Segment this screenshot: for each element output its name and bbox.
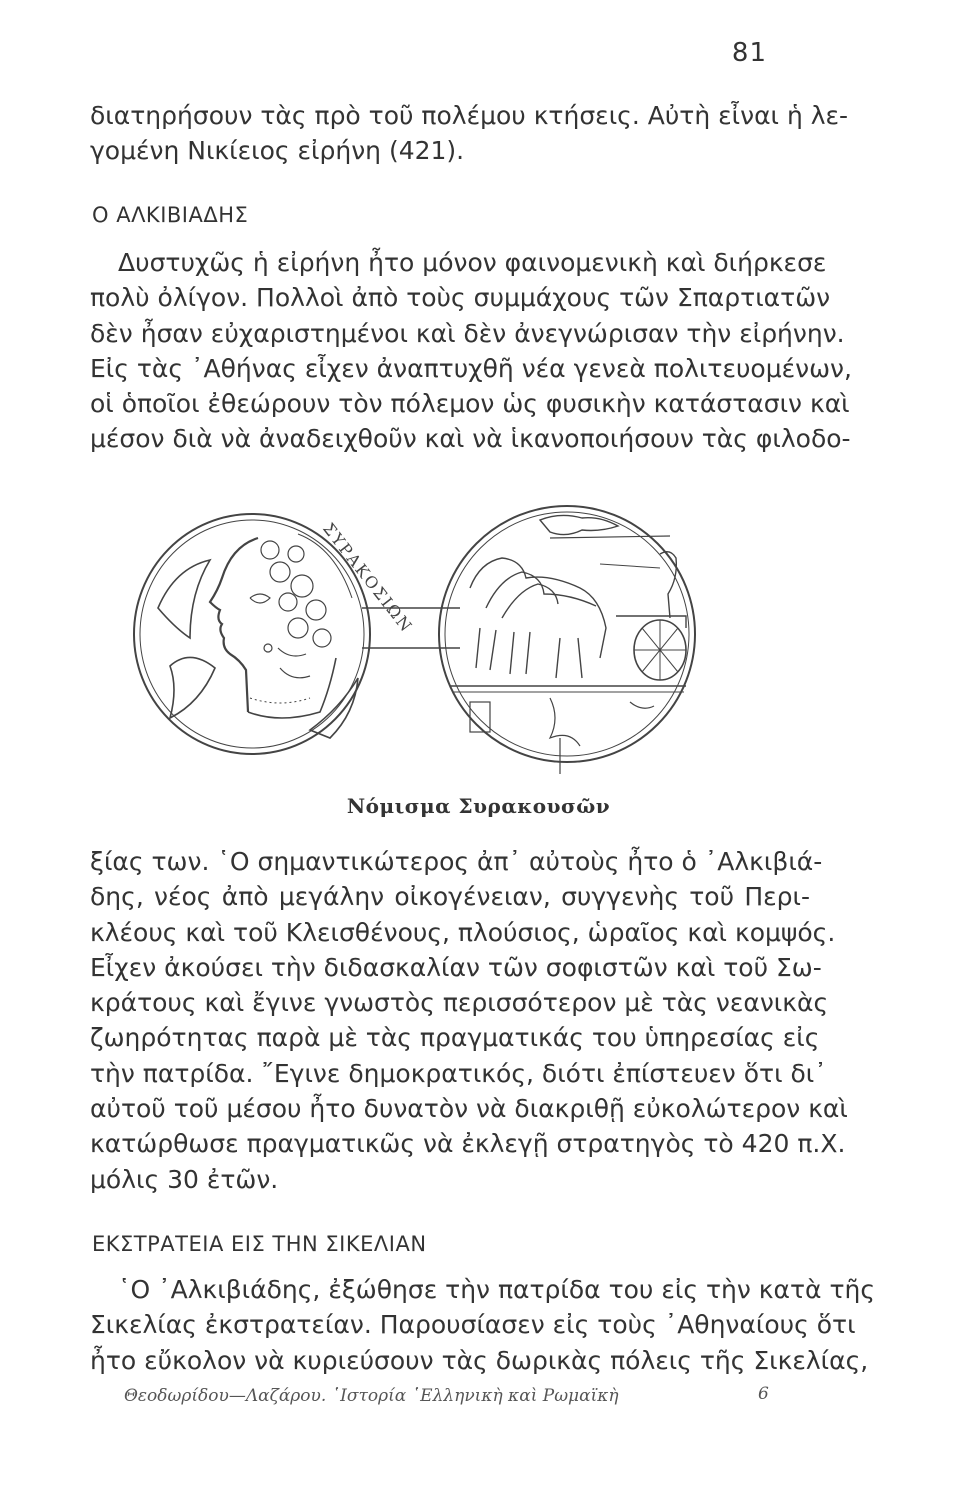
text-line: ζωηρότητας παρὰ μὲ τὰς πραγματικάς του ὑπηρεσίας εἰς — [90, 1023, 820, 1053]
text-line: μέσον διὰ νὰ ἀναδειχθοῦν καὶ νὰ ἱκανοποιήσουν τὰς φιλοδο- — [90, 424, 851, 454]
text-line: γομένη Νικίειος εἰρήνη (421). — [90, 136, 465, 166]
text-line: ῾Ο ᾿Αλκιβιάδης, ἐξώθησε τὴν πατρίδα του εἰς τὴν κατὰ τῆς — [118, 1275, 876, 1304]
paragraph-1 — [90, 98, 849, 169]
text-line: τὴν πατρίδα. ῎Εγινε δημοκρατικός, διότι ἐπίστευεν ὅτι δι᾿ — [90, 1058, 827, 1088]
text-line: κράτους καὶ ἔγινε γνωστὸς περισσότερον μὲ τὰς νεανικὰς — [90, 988, 829, 1018]
paragraph-4 — [90, 1272, 876, 1378]
text-line: διατηρήσουν τὰς πρὸ τοῦ πολέμου κτήσεις. Αὐτὴ εἶναι ἡ λε- — [90, 101, 849, 130]
text-line: ξίας των. ῾Ο σημαντικώτερος ἀπ᾿ αὐτοὺς ἦτο ὁ ᾿Αλκιβιά- — [90, 847, 823, 876]
text-line: κλέους καὶ τοῦ Κλεισθένους, πλούσιος, ὡραῖος καὶ κομψός. — [90, 917, 836, 947]
signature-mark: 6 — [758, 1384, 769, 1404]
section-heading-alkibiades: Ο ΑΛΚΙΒΙΑΔΗΣ — [92, 203, 249, 227]
text-line: ἦτο εὔκολον νὰ κυριεύσουν τὰς δωρικὰς πόλεις τῆς Σικελίας, — [90, 1345, 869, 1375]
section-heading-sicily: ΕΚΣΤΡΑΤΕΙΑ ΕΙΣ ΤΗΝ ΣΙΚΕΛΙΑΝ — [92, 1232, 427, 1256]
text-line: Σικελίας ἐκστρατείαν. Παρουσίασεν εἰς τοὺς ᾿Αθηναίους ὅτι — [90, 1310, 856, 1340]
text-line: οἱ ὁποῖοι ἐθεώρουν τὸν πόλεμον ὡς φυσικὴν κατάστασιν καὶ — [90, 389, 850, 419]
text-line: Εἰς τὰς ᾿Αθήνας εἶχεν ἀναπτυχθῆ νέα γενεὰ πολιτευομένων, — [90, 353, 852, 383]
figure-caption: Νόμισμα Συρακουσῶν — [346, 794, 611, 818]
coin-drawing — [130, 498, 710, 780]
text-line: πολὺ ὀλίγον. Πολλοὶ ἀπὸ τοὺς συμμάχους τῶν Σπαρτιατῶν — [90, 283, 831, 313]
paragraph-2 — [90, 245, 852, 457]
text-line: δὲν ἦσαν εὐχαριστημένοι καὶ δὲν ἀνεγνώρισαν τὴν εἰρήνην. — [90, 318, 845, 348]
text-line: μόλις 30 ἐτῶν. — [90, 1164, 279, 1194]
text-line: δης, νέος ἀπὸ μεγάλην οἰκογένειαν, συγγενὴς τοῦ Περι- — [90, 882, 810, 912]
running-footer: Θεοδωρίδου—Λαζάρου. ῾Ιστορία ῾Ελληνικὴ καὶ Ρωμαϊκὴ — [124, 1386, 619, 1406]
coin-reverse — [439, 506, 695, 774]
paragraph-3 — [90, 844, 848, 1197]
coin-illustration — [130, 498, 710, 780]
text-line: αὐτοῦ τοῦ μέσου ἦτο δυνατὸν νὰ διακριθῇ εὐκολώτερον καὶ — [90, 1094, 848, 1124]
text-line: Δυστυχῶς ἡ εἰρήνη ἦτο μόνον φαινομενικὴ καὶ διήρκεσε — [118, 248, 827, 277]
coin-inscription: ΣΥΡΑΚΟΣΙΩΝ — [319, 519, 417, 637]
text-line: Εἶχεν ἀκούσει τὴν διδασκαλίαν τῶν σοφιστῶν καὶ τοῦ Σω- — [90, 952, 822, 982]
text-line: κατώρθωσε πραγματικῶς νὰ ἐκλεγῇ στρατηγὸς τὸ 420 π.Χ. — [90, 1129, 846, 1159]
page-number: 81 — [731, 38, 767, 68]
